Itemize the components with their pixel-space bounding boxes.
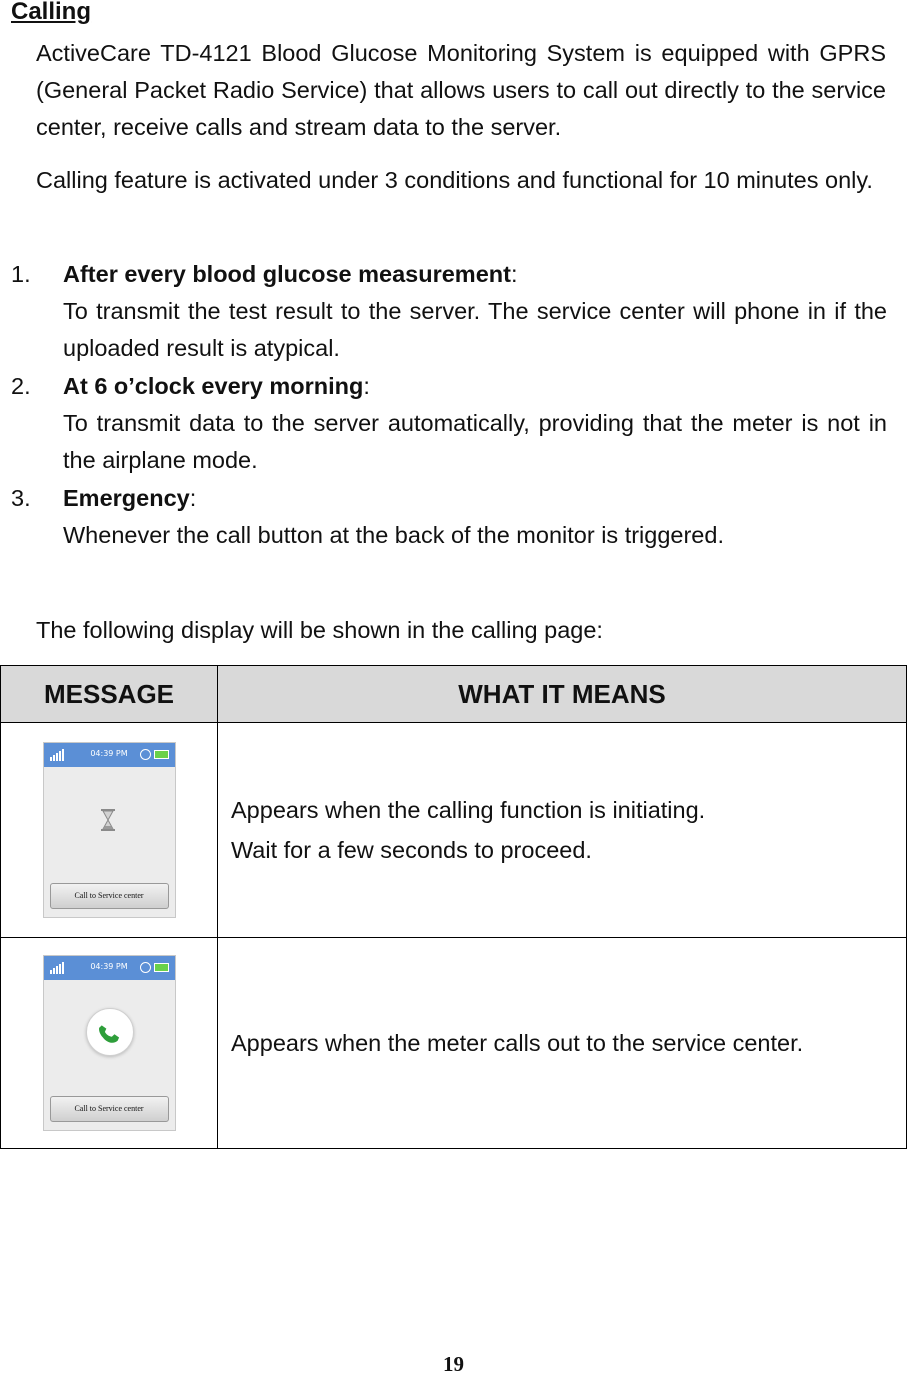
message-table [0, 665, 907, 1149]
hourglass-icon [100, 809, 116, 831]
condition-number: 1. [11, 261, 31, 287]
status-time: 04:39 PM [90, 962, 128, 971]
meaning-cell [218, 723, 907, 938]
table-row [1, 723, 907, 938]
condition-title-bold: Emergency [63, 485, 190, 511]
intro-paragraph-2: Calling feature is activated under 3 conditions and functional for 10 minutes only. [36, 167, 873, 193]
screen-initiating [43, 742, 176, 918]
table-row [1, 938, 907, 1149]
condition-number: 3. [11, 485, 31, 511]
header-message: MESSAGE [1, 666, 218, 723]
status-bar [44, 743, 175, 767]
meaning-line: Wait for a few seconds to proceed. [231, 837, 592, 863]
header-what-it-means: WHAT IT MEANS [218, 666, 907, 723]
battery-icon [154, 750, 169, 759]
clock-icon [140, 962, 151, 973]
screen-calling [43, 955, 176, 1131]
section-heading: Calling [11, 0, 92, 25]
condition-colon: : [189, 485, 197, 511]
handset-icon [87, 1009, 133, 1055]
condition-title [63, 485, 196, 512]
intro-paragraph-1: ActiveCare TD-4121 Blood Glucose Monitoring System is equipped with GPRS (General Packet Radio Service) that allows users to call out directly to the service center, receive calls and stream data to the server. [36, 40, 886, 140]
page-number: 19 [443, 1352, 464, 1376]
condition-colon: : [510, 261, 518, 287]
condition-number: 2. [11, 373, 31, 399]
condition-title-bold: After every blood glucose measurement [63, 261, 511, 287]
clock-icon [140, 749, 151, 760]
phone-call-icon [86, 1008, 134, 1056]
condition-title-bold: At 6 o’clock every morning [63, 373, 364, 399]
condition-body: To transmit data to the server automatically, providing that the meter is not in the airplane mode. [63, 410, 887, 473]
battery-icon [154, 963, 169, 972]
meaning-line: Appears when the calling function is initiating. [231, 797, 706, 823]
condition-body: Whenever the call button at the back of the monitor is triggered. [63, 522, 724, 548]
condition-colon: : [363, 373, 370, 399]
condition-title [63, 373, 370, 400]
table-header-row [1, 666, 907, 723]
message-cell [1, 723, 218, 938]
display-intro: The following display will be shown in the calling page: [36, 617, 603, 643]
call-service-center-button[interactable]: Call to Service center [50, 883, 169, 909]
condition-body: To transmit the test result to the server. The service center will phone in if the uploaded result is atypical. [63, 298, 887, 361]
status-bar [44, 956, 175, 980]
meaning-cell [218, 938, 907, 1149]
meaning-line: Appears when the meter calls out to the service center. [231, 1030, 804, 1056]
message-cell [1, 938, 218, 1149]
call-service-center-button[interactable]: Call to Service center [50, 1096, 169, 1122]
condition-title [63, 261, 517, 288]
status-time: 04:39 PM [90, 749, 128, 758]
